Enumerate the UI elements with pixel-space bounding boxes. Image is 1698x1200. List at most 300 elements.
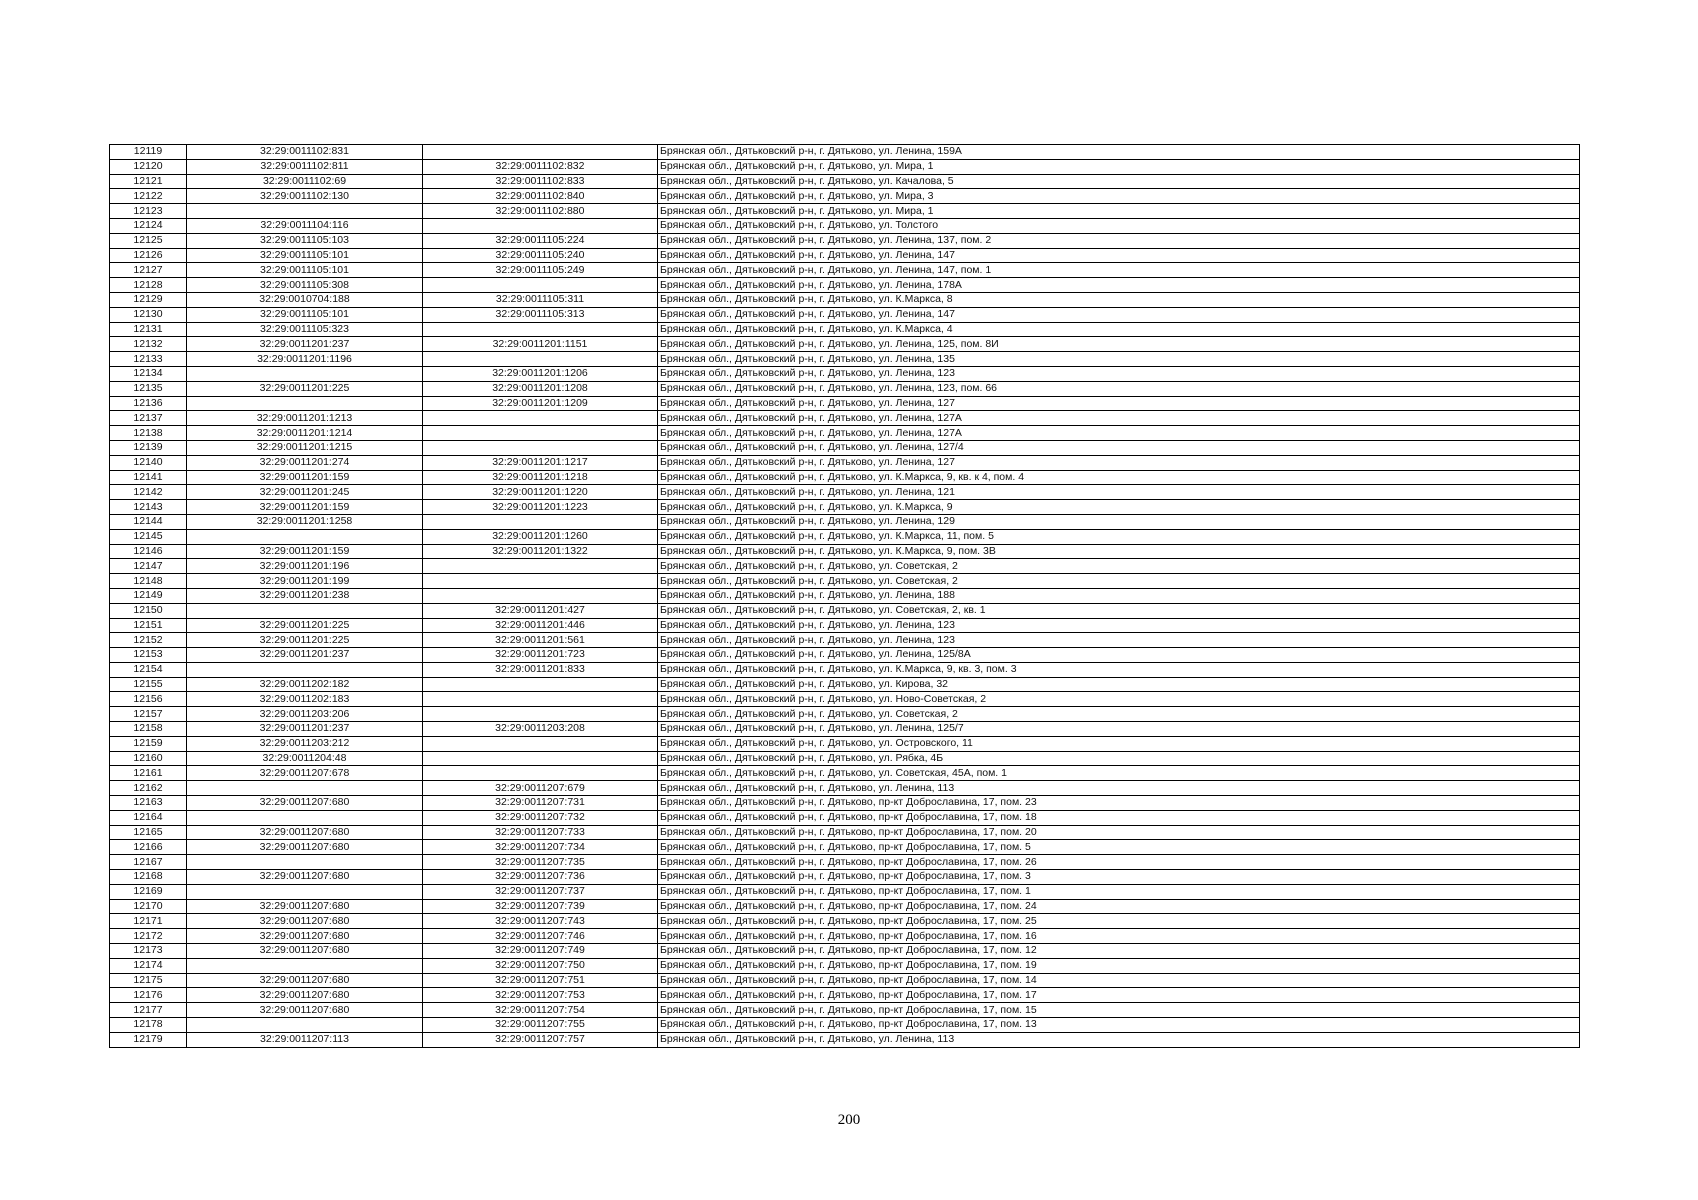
table-row xyxy=(110,411,1580,426)
table-row xyxy=(110,248,1580,263)
building-number-cell: 32:29:0011105:313 xyxy=(423,307,658,322)
land-parcel-number-cell: 32:29:0011207:680 xyxy=(187,870,423,885)
building-number-cell xyxy=(423,426,658,441)
row-number-cell: 12148 xyxy=(110,574,187,589)
table-row xyxy=(110,662,1580,677)
address-cell: Брянская обл., Дятьковский р-н, г. Дятьково, пр-кт Доброславина, 17, пом. 18 xyxy=(658,810,1580,825)
land-parcel-number-cell: 32:29:0011207:113 xyxy=(187,1032,423,1047)
table-row xyxy=(110,189,1580,204)
row-number-cell: 12168 xyxy=(110,870,187,885)
land-parcel-number-cell xyxy=(187,810,423,825)
table-row xyxy=(110,633,1580,648)
address-cell: Брянская обл., Дятьковский р-н, г. Дятьково, ул. Ленина, 121 xyxy=(658,485,1580,500)
address-cell: Брянская обл., Дятьковский р-н, г. Дятьково, ул. К.Маркса, 9, кв. 3, пом. 3 xyxy=(658,662,1580,677)
row-number-cell: 12173 xyxy=(110,944,187,959)
row-number-cell: 12150 xyxy=(110,603,187,618)
row-number-cell: 12121 xyxy=(110,174,187,189)
land-parcel-number-cell: 32:29:0011201:225 xyxy=(187,381,423,396)
table-row xyxy=(110,751,1580,766)
row-number-cell: 12160 xyxy=(110,751,187,766)
building-number-cell: 32:29:0011201:561 xyxy=(423,633,658,648)
address-cell: Брянская обл., Дятьковский р-н, г. Дятьково, ул. Ленина, 147, пом. 1 xyxy=(658,263,1580,278)
address-cell: Брянская обл., Дятьковский р-н, г. Дятьково, ул. К.Маркса, 8 xyxy=(658,292,1580,307)
land-parcel-number-cell: 32:29:0011207:680 xyxy=(187,914,423,929)
row-number-cell: 12123 xyxy=(110,204,187,219)
row-number-cell: 12120 xyxy=(110,159,187,174)
land-parcel-number-cell: 32:29:0011207:680 xyxy=(187,973,423,988)
table-row xyxy=(110,884,1580,899)
land-parcel-number-cell xyxy=(187,529,423,544)
land-parcel-number-cell: 32:29:0011105:101 xyxy=(187,263,423,278)
address-cell: Брянская обл., Дятьковский р-н, г. Дятьково, ул. К.Маркса, 4 xyxy=(658,322,1580,337)
row-number-cell: 12130 xyxy=(110,307,187,322)
table-row xyxy=(110,322,1580,337)
table-row xyxy=(110,337,1580,352)
row-number-cell: 12176 xyxy=(110,988,187,1003)
land-parcel-number-cell: 32:29:0011201:1214 xyxy=(187,426,423,441)
table-row xyxy=(110,174,1580,189)
land-parcel-number-cell: 32:29:0011207:680 xyxy=(187,899,423,914)
building-number-cell: 32:29:0011207:733 xyxy=(423,825,658,840)
land-parcel-number-cell: 32:29:0011207:680 xyxy=(187,825,423,840)
table-row xyxy=(110,307,1580,322)
address-cell: Брянская обл., Дятьковский р-н, г. Дятьково, пр-кт Доброславина, 17, пом. 25 xyxy=(658,914,1580,929)
row-number-cell: 12162 xyxy=(110,781,187,796)
row-number-cell: 12154 xyxy=(110,662,187,677)
building-number-cell: 32:29:0011105:224 xyxy=(423,233,658,248)
row-number-cell: 12167 xyxy=(110,855,187,870)
address-cell: Брянская обл., Дятьковский р-н, г. Дятьково, ул. Советская, 2, кв. 1 xyxy=(658,603,1580,618)
land-parcel-number-cell: 32:29:0011204:48 xyxy=(187,751,423,766)
land-parcel-number-cell: 32:29:0011201:1258 xyxy=(187,514,423,529)
land-parcel-number-cell: 32:29:0011203:212 xyxy=(187,736,423,751)
address-cell: Брянская обл., Дятьковский р-н, г. Дятьково, пр-кт Доброславина, 17, пом. 26 xyxy=(658,855,1580,870)
building-number-cell xyxy=(423,692,658,707)
row-number-cell: 12149 xyxy=(110,588,187,603)
table-row xyxy=(110,145,1580,160)
row-number-cell: 12144 xyxy=(110,514,187,529)
table-row xyxy=(110,958,1580,973)
row-number-cell: 12145 xyxy=(110,529,187,544)
land-parcel-number-cell xyxy=(187,781,423,796)
land-parcel-number-cell: 32:29:0011207:680 xyxy=(187,840,423,855)
building-number-cell: 32:29:0011105:240 xyxy=(423,248,658,263)
land-parcel-number-cell xyxy=(187,396,423,411)
land-parcel-number-cell: 32:29:0011105:308 xyxy=(187,278,423,293)
address-cell: Брянская обл., Дятьковский р-н, г. Дятьково, ул. Мира, 3 xyxy=(658,189,1580,204)
address-cell: Брянская обл., Дятьковский р-н, г. Дятьково, ул. Ленина, 123 xyxy=(658,618,1580,633)
building-number-cell xyxy=(423,588,658,603)
table-row xyxy=(110,973,1580,988)
building-number-cell xyxy=(423,352,658,367)
address-cell: Брянская обл., Дятьковский р-н, г. Дятьково, пр-кт Доброславина, 17, пом. 15 xyxy=(658,1003,1580,1018)
address-cell: Брянская обл., Дятьковский р-н, г. Дятьково, ул. Ленина, 135 xyxy=(658,352,1580,367)
table-row xyxy=(110,914,1580,929)
row-number-cell: 12125 xyxy=(110,233,187,248)
address-cell: Брянская обл., Дятьковский р-н, г. Дятьково, пр-кт Доброславина, 17, пом. 17 xyxy=(658,988,1580,1003)
row-number-cell: 12172 xyxy=(110,929,187,944)
row-number-cell: 12146 xyxy=(110,544,187,559)
building-number-cell: 32:29:0011201:833 xyxy=(423,662,658,677)
address-cell: Брянская обл., Дятьковский р-н, г. Дятьково, ул. Толстого xyxy=(658,218,1580,233)
land-parcel-number-cell: 32:29:0011105:103 xyxy=(187,233,423,248)
building-number-cell xyxy=(423,751,658,766)
building-number-cell xyxy=(423,145,658,160)
land-parcel-number-cell: 32:29:0011201:1213 xyxy=(187,411,423,426)
table-row xyxy=(110,588,1580,603)
row-number-cell: 12153 xyxy=(110,648,187,663)
address-cell: Брянская обл., Дятьковский р-н, г. Дятьково, пр-кт Доброславина, 17, пом. 5 xyxy=(658,840,1580,855)
table-row xyxy=(110,1032,1580,1047)
address-cell: Брянская обл., Дятьковский р-н, г. Дятьково, ул. Рябка, 4Б xyxy=(658,751,1580,766)
building-number-cell xyxy=(423,411,658,426)
address-cell: Брянская обл., Дятьковский р-н, г. Дятьково, ул. Ленина, 127А xyxy=(658,411,1580,426)
row-number-cell: 12132 xyxy=(110,337,187,352)
row-number-cell: 12136 xyxy=(110,396,187,411)
address-cell: Брянская обл., Дятьковский р-н, г. Дятьково, ул. Кирова, 32 xyxy=(658,677,1580,692)
address-cell: Брянская обл., Дятьковский р-н, г. Дятьково, ул. Ново-Советская, 2 xyxy=(658,692,1580,707)
address-cell: Брянская обл., Дятьковский р-н, г. Дятьково, ул. Ленина, 125/7 xyxy=(658,722,1580,737)
address-cell: Брянская обл., Дятьковский р-н, г. Дятьково, ул. Ленина, 188 xyxy=(658,588,1580,603)
building-number-cell: 32:29:0011201:1223 xyxy=(423,500,658,515)
row-number-cell: 12138 xyxy=(110,426,187,441)
building-number-cell: 32:29:0011207:750 xyxy=(423,958,658,973)
address-cell: Брянская обл., Дятьковский р-н, г. Дятьково, ул. Ленина, 147 xyxy=(658,248,1580,263)
row-number-cell: 12128 xyxy=(110,278,187,293)
row-number-cell: 12161 xyxy=(110,766,187,781)
land-parcel-number-cell: 32:29:0011201:159 xyxy=(187,544,423,559)
building-number-cell: 32:29:0011207:737 xyxy=(423,884,658,899)
table-row xyxy=(110,648,1580,663)
address-cell: Брянская обл., Дятьковский р-н, г. Дятьково, ул. Ленина, 178А xyxy=(658,278,1580,293)
row-number-cell: 12158 xyxy=(110,722,187,737)
land-parcel-number-cell: 32:29:0011207:678 xyxy=(187,766,423,781)
building-number-cell xyxy=(423,677,658,692)
address-cell: Брянская обл., Дятьковский р-н, г. Дятьково, ул. Ленина, 113 xyxy=(658,1032,1580,1047)
land-parcel-number-cell xyxy=(187,662,423,677)
land-parcel-number-cell xyxy=(187,855,423,870)
land-parcel-number-cell: 32:29:0011201:274 xyxy=(187,455,423,470)
land-parcel-number-cell xyxy=(187,366,423,381)
land-parcel-number-cell: 32:29:0011105:323 xyxy=(187,322,423,337)
table-row xyxy=(110,840,1580,855)
row-number-cell: 12165 xyxy=(110,825,187,840)
land-parcel-number-cell xyxy=(187,958,423,973)
row-number-cell: 12155 xyxy=(110,677,187,692)
building-number-cell: 32:29:0011207:731 xyxy=(423,796,658,811)
row-number-cell: 12174 xyxy=(110,958,187,973)
land-parcel-number-cell: 32:29:0011102:69 xyxy=(187,174,423,189)
land-parcel-number-cell: 32:29:0011201:199 xyxy=(187,574,423,589)
land-parcel-number-cell: 32:29:0011102:811 xyxy=(187,159,423,174)
building-number-cell xyxy=(423,766,658,781)
building-number-cell: 32:29:0011207:753 xyxy=(423,988,658,1003)
table-row xyxy=(110,825,1580,840)
row-number-cell: 12143 xyxy=(110,500,187,515)
land-parcel-number-cell: 32:29:0011201:245 xyxy=(187,485,423,500)
building-number-cell: 32:29:0011201:1209 xyxy=(423,396,658,411)
cadastral-register-table xyxy=(109,144,1580,1048)
land-parcel-number-cell: 32:29:0011105:101 xyxy=(187,307,423,322)
building-number-cell: 32:29:0011201:1217 xyxy=(423,455,658,470)
building-number-cell xyxy=(423,514,658,529)
address-cell: Брянская обл., Дятьковский р-н, г. Дятьково, ул. Ленина, 123 xyxy=(658,366,1580,381)
table-row xyxy=(110,766,1580,781)
land-parcel-number-cell xyxy=(187,204,423,219)
row-number-cell: 12170 xyxy=(110,899,187,914)
land-parcel-number-cell: 32:29:0011201:159 xyxy=(187,500,423,515)
table-row xyxy=(110,455,1580,470)
land-parcel-number-cell xyxy=(187,884,423,899)
building-number-cell: 32:29:0011102:833 xyxy=(423,174,658,189)
building-number-cell: 32:29:0011201:1206 xyxy=(423,366,658,381)
land-parcel-number-cell: 32:29:0011202:183 xyxy=(187,692,423,707)
table-row xyxy=(110,677,1580,692)
table-row xyxy=(110,514,1580,529)
building-number-cell xyxy=(423,278,658,293)
table-row xyxy=(110,692,1580,707)
row-number-cell: 12129 xyxy=(110,292,187,307)
address-cell: Брянская обл., Дятьковский р-н, г. Дятьково, ул. Мира, 1 xyxy=(658,159,1580,174)
address-cell: Брянская обл., Дятьковский р-н, г. Дятьково, пр-кт Доброславина, 17, пом. 24 xyxy=(658,899,1580,914)
building-number-cell xyxy=(423,218,658,233)
table-row xyxy=(110,500,1580,515)
row-number-cell: 12178 xyxy=(110,1018,187,1033)
land-parcel-number-cell: 32:29:0011104:116 xyxy=(187,218,423,233)
building-number-cell: 32:29:0011207:734 xyxy=(423,840,658,855)
row-number-cell: 12156 xyxy=(110,692,187,707)
table-row xyxy=(110,278,1580,293)
building-number-cell: 32:29:0011102:880 xyxy=(423,204,658,219)
land-parcel-number-cell: 32:29:0011201:159 xyxy=(187,470,423,485)
page-number: 200 xyxy=(837,1112,861,1128)
building-number-cell: 32:29:0011201:1151 xyxy=(423,337,658,352)
building-number-cell: 32:29:0011207:754 xyxy=(423,1003,658,1018)
row-number-cell: 12175 xyxy=(110,973,187,988)
land-parcel-number-cell: 32:29:0011201:1196 xyxy=(187,352,423,367)
row-number-cell: 12179 xyxy=(110,1032,187,1047)
building-number-cell: 32:29:0011102:840 xyxy=(423,189,658,204)
table-row xyxy=(110,366,1580,381)
address-cell: Брянская обл., Дятьковский р-н, г. Дятьково, ул. Советская, 2 xyxy=(658,559,1580,574)
table-row xyxy=(110,352,1580,367)
table-row xyxy=(110,381,1580,396)
building-number-cell: 32:29:0011207:751 xyxy=(423,973,658,988)
address-cell: Брянская обл., Дятьковский р-н, г. Дятьково, пр-кт Доброславина, 17, пом. 20 xyxy=(658,825,1580,840)
land-parcel-number-cell xyxy=(187,603,423,618)
address-cell: Брянская обл., Дятьковский р-н, г. Дятьково, пр-кт Доброславина, 17, пом. 19 xyxy=(658,958,1580,973)
table-row xyxy=(110,204,1580,219)
building-number-cell: 32:29:0011201:1218 xyxy=(423,470,658,485)
row-number-cell: 12135 xyxy=(110,381,187,396)
building-number-cell: 32:29:0011201:446 xyxy=(423,618,658,633)
row-number-cell: 12127 xyxy=(110,263,187,278)
address-cell: Брянская обл., Дятьковский р-н, г. Дятьково, ул. Ленина, 159А xyxy=(658,145,1580,160)
address-cell: Брянская обл., Дятьковский р-н, г. Дятьково, ул. Качалова, 5 xyxy=(658,174,1580,189)
building-number-cell xyxy=(423,559,658,574)
table-row xyxy=(110,944,1580,959)
table-row xyxy=(110,263,1580,278)
building-number-cell: 32:29:0011207:732 xyxy=(423,810,658,825)
row-number-cell: 12122 xyxy=(110,189,187,204)
table-row xyxy=(110,603,1580,618)
building-number-cell: 32:29:0011207:757 xyxy=(423,1032,658,1047)
address-cell: Брянская обл., Дятьковский р-н, г. Дятьково, пр-кт Доброславина, 17, пом. 16 xyxy=(658,929,1580,944)
building-number-cell: 32:29:0011207:739 xyxy=(423,899,658,914)
table-row xyxy=(110,544,1580,559)
building-number-cell: 32:29:0011203:208 xyxy=(423,722,658,737)
row-number-cell: 12163 xyxy=(110,796,187,811)
building-number-cell: 32:29:0011201:1208 xyxy=(423,381,658,396)
table-row xyxy=(110,1018,1580,1033)
address-cell: Брянская обл., Дятьковский р-н, г. Дятьково, пр-кт Доброславина, 17, пом. 14 xyxy=(658,973,1580,988)
land-parcel-number-cell: 32:29:0011201:237 xyxy=(187,722,423,737)
address-cell: Брянская обл., Дятьковский р-н, г. Дятьково, ул. К.Маркса, 11, пом. 5 xyxy=(658,529,1580,544)
building-number-cell: 32:29:0011201:1260 xyxy=(423,529,658,544)
table-row xyxy=(110,707,1580,722)
table-row xyxy=(110,618,1580,633)
table-row xyxy=(110,899,1580,914)
row-number-cell: 12151 xyxy=(110,618,187,633)
address-cell: Брянская обл., Дятьковский р-н, г. Дятьково, пр-кт Доброславина, 17, пом. 23 xyxy=(658,796,1580,811)
address-cell: Брянская обл., Дятьковский р-н, г. Дятьково, ул. К.Маркса, 9, пом. 3В xyxy=(658,544,1580,559)
row-number-cell: 12157 xyxy=(110,707,187,722)
row-number-cell: 12141 xyxy=(110,470,187,485)
building-number-cell: 32:29:0011207:755 xyxy=(423,1018,658,1033)
row-number-cell: 12134 xyxy=(110,366,187,381)
row-number-cell: 12131 xyxy=(110,322,187,337)
address-cell: Брянская обл., Дятьковский р-н, г. Дятьково, пр-кт Доброславина, 17, пом. 3 xyxy=(658,870,1580,885)
table-row xyxy=(110,855,1580,870)
table-row xyxy=(110,396,1580,411)
table-row xyxy=(110,470,1580,485)
table-row xyxy=(110,796,1580,811)
land-parcel-number-cell: 32:29:0011207:680 xyxy=(187,929,423,944)
address-cell: Брянская обл., Дятьковский р-н, г. Дятьково, ул. Островского, 11 xyxy=(658,736,1580,751)
row-number-cell: 12119 xyxy=(110,145,187,160)
address-cell: Брянская обл., Дятьковский р-н, г. Дятьково, ул. Ленина, 127А xyxy=(658,426,1580,441)
building-number-cell xyxy=(423,707,658,722)
building-number-cell: 32:29:0011207:743 xyxy=(423,914,658,929)
table-row xyxy=(110,529,1580,544)
address-cell: Брянская обл., Дятьковский р-н, г. Дятьково, ул. Ленина, 123, пом. 66 xyxy=(658,381,1580,396)
table-row xyxy=(110,485,1580,500)
address-cell: Брянская обл., Дятьковский р-н, г. Дятьково, ул. К.Маркса, 9, кв. к 4, пом. 4 xyxy=(658,470,1580,485)
building-number-cell: 32:29:0011201:427 xyxy=(423,603,658,618)
address-cell: Брянская обл., Дятьковский р-н, г. Дятьково, ул. Ленина, 147 xyxy=(658,307,1580,322)
building-number-cell: 32:29:0011207:735 xyxy=(423,855,658,870)
table-row xyxy=(110,426,1580,441)
table-row xyxy=(110,440,1580,455)
address-cell: Брянская обл., Дятьковский р-н, г. Дятьково, ул. Советская, 2 xyxy=(658,707,1580,722)
building-number-cell xyxy=(423,322,658,337)
building-number-cell: 32:29:0011201:1322 xyxy=(423,544,658,559)
building-number-cell: 32:29:0011201:723 xyxy=(423,648,658,663)
row-number-cell: 12140 xyxy=(110,455,187,470)
building-number-cell: 32:29:0011102:832 xyxy=(423,159,658,174)
row-number-cell: 12147 xyxy=(110,559,187,574)
address-cell: Брянская обл., Дятьковский р-н, г. Дятьково, пр-кт Доброславина, 17, пом. 13 xyxy=(658,1018,1580,1033)
register-table-body xyxy=(110,145,1580,1048)
land-parcel-number-cell: 32:29:0011201:237 xyxy=(187,648,423,663)
land-parcel-number-cell: 32:29:0011201:196 xyxy=(187,559,423,574)
address-cell: Брянская обл., Дятьковский р-н, г. Дятьково, ул. Ленина, 113 xyxy=(658,781,1580,796)
land-parcel-number-cell: 32:29:0011207:680 xyxy=(187,988,423,1003)
row-number-cell: 12124 xyxy=(110,218,187,233)
address-cell: Брянская обл., Дятьковский р-н, г. Дятьково, ул. Советская, 45А, пом. 1 xyxy=(658,766,1580,781)
address-cell: Брянская обл., Дятьковский р-н, г. Дятьково, ул. Ленина, 123 xyxy=(658,633,1580,648)
land-parcel-number-cell: 32:29:0011207:680 xyxy=(187,1003,423,1018)
land-parcel-number-cell: 32:29:0011201:225 xyxy=(187,633,423,648)
building-number-cell: 32:29:0011207:736 xyxy=(423,870,658,885)
row-number-cell: 12152 xyxy=(110,633,187,648)
land-parcel-number-cell xyxy=(187,1018,423,1033)
land-parcel-number-cell: 32:29:0011105:101 xyxy=(187,248,423,263)
building-number-cell xyxy=(423,440,658,455)
land-parcel-number-cell: 32:29:0011202:182 xyxy=(187,677,423,692)
address-cell: Брянская обл., Дятьковский р-н, г. Дятьково, ул. Ленина, 129 xyxy=(658,514,1580,529)
row-number-cell: 12177 xyxy=(110,1003,187,1018)
land-parcel-number-cell: 32:29:0011207:680 xyxy=(187,944,423,959)
address-cell: Брянская обл., Дятьковский р-н, г. Дятьково, ул. Ленина, 125/8А xyxy=(658,648,1580,663)
table-row xyxy=(110,574,1580,589)
row-number-cell: 12169 xyxy=(110,884,187,899)
address-cell: Брянская обл., Дятьковский р-н, г. Дятьково, пр-кт Доброславина, 17, пом. 12 xyxy=(658,944,1580,959)
building-number-cell xyxy=(423,574,658,589)
row-number-cell: 12171 xyxy=(110,914,187,929)
land-parcel-number-cell: 32:29:0011102:130 xyxy=(187,189,423,204)
table-row xyxy=(110,988,1580,1003)
row-number-cell: 12139 xyxy=(110,440,187,455)
row-number-cell: 12166 xyxy=(110,840,187,855)
table-row xyxy=(110,722,1580,737)
row-number-cell: 12126 xyxy=(110,248,187,263)
address-cell: Брянская обл., Дятьковский р-н, г. Дятьково, ул. Ленина, 127 xyxy=(658,455,1580,470)
building-number-cell: 32:29:0011207:746 xyxy=(423,929,658,944)
table-row xyxy=(110,870,1580,885)
row-number-cell: 12137 xyxy=(110,411,187,426)
land-parcel-number-cell: 32:29:0011207:680 xyxy=(187,796,423,811)
row-number-cell: 12133 xyxy=(110,352,187,367)
table-row xyxy=(110,233,1580,248)
address-cell: Брянская обл., Дятьковский р-н, г. Дятьково, ул. Советская, 2 xyxy=(658,574,1580,589)
table-row xyxy=(110,218,1580,233)
building-number-cell: 32:29:0011105:249 xyxy=(423,263,658,278)
table-row xyxy=(110,781,1580,796)
table-row xyxy=(110,929,1580,944)
row-number-cell: 12142 xyxy=(110,485,187,500)
address-cell: Брянская обл., Дятьковский р-н, г. Дятьково, ул. К.Маркса, 9 xyxy=(658,500,1580,515)
land-parcel-number-cell: 32:29:0011201:1215 xyxy=(187,440,423,455)
address-cell: Брянская обл., Дятьковский р-н, г. Дятьково, ул. Ленина, 125, пом. 8И xyxy=(658,337,1580,352)
table-row xyxy=(110,292,1580,307)
land-parcel-number-cell: 32:29:0011201:238 xyxy=(187,588,423,603)
address-cell: Брянская обл., Дятьковский р-н, г. Дятьково, ул. Ленина, 127 xyxy=(658,396,1580,411)
building-number-cell xyxy=(423,736,658,751)
address-cell: Брянская обл., Дятьковский р-н, г. Дятьково, ул. Мира, 1 xyxy=(658,204,1580,219)
table-row xyxy=(110,736,1580,751)
land-parcel-number-cell: 32:29:0011201:225 xyxy=(187,618,423,633)
building-number-cell: 32:29:0011207:749 xyxy=(423,944,658,959)
building-number-cell: 32:29:0011207:679 xyxy=(423,781,658,796)
table-row xyxy=(110,810,1580,825)
building-number-cell: 32:29:0011201:1220 xyxy=(423,485,658,500)
table-row xyxy=(110,1003,1580,1018)
land-parcel-number-cell: 32:29:0011102:831 xyxy=(187,145,423,160)
table-row xyxy=(110,559,1580,574)
address-cell: Брянская обл., Дятьковский р-н, г. Дятьково, ул. Ленина, 137, пом. 2 xyxy=(658,233,1580,248)
address-cell: Брянская обл., Дятьковский р-н, г. Дятьково, ул. Ленина, 127/4 xyxy=(658,440,1580,455)
